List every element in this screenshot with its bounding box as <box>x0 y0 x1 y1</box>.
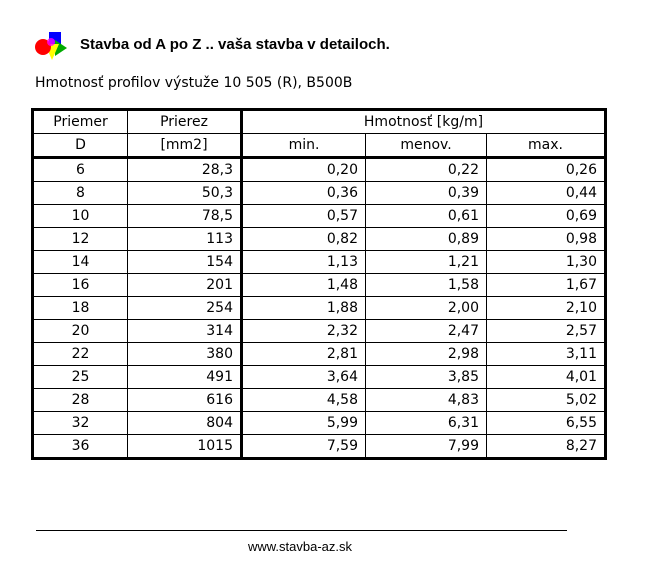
cell-weight-nominal: 4,83 <box>366 389 487 412</box>
cell-cross-section: 78,5 <box>128 205 242 228</box>
header-hmotnost: Hmotnosť [kg/m] <box>242 110 606 134</box>
table-row <box>33 389 606 412</box>
cell-weight-max: 6,55 <box>487 412 606 435</box>
cell-weight-nominal: 6,31 <box>366 412 487 435</box>
cell-weight-nominal: 7,99 <box>366 435 487 459</box>
cell-weight-min: 1,48 <box>242 274 366 297</box>
cell-weight-nominal: 1,21 <box>366 251 487 274</box>
table-row <box>33 205 606 228</box>
cell-cross-section: 616 <box>128 389 242 412</box>
cell-weight-max: 2,57 <box>487 320 606 343</box>
table-row <box>33 158 606 182</box>
cell-weight-min: 0,36 <box>242 182 366 205</box>
cell-diameter: 10 <box>33 205 128 228</box>
footer-url: www.stavba-az.sk <box>247 539 353 554</box>
cell-weight-min: 5,99 <box>242 412 366 435</box>
cell-weight-nominal: 2,47 <box>366 320 487 343</box>
cell-weight-min: 1,88 <box>242 297 366 320</box>
cell-weight-max: 8,27 <box>487 435 606 459</box>
cell-weight-min: 4,58 <box>242 389 366 412</box>
table-row <box>33 366 606 389</box>
header-d: D <box>33 134 128 158</box>
table-row <box>33 251 606 274</box>
table-body <box>33 158 606 459</box>
cell-diameter: 32 <box>33 412 128 435</box>
cell-weight-nominal: 0,89 <box>366 228 487 251</box>
cell-cross-section: 491 <box>128 366 242 389</box>
cell-weight-min: 3,64 <box>242 366 366 389</box>
cell-weight-max: 1,67 <box>487 274 606 297</box>
table-row <box>33 297 606 320</box>
cell-weight-nominal: 2,98 <box>366 343 487 366</box>
cell-diameter: 22 <box>33 343 128 366</box>
cell-cross-section: 380 <box>128 343 242 366</box>
cell-weight-min: 0,82 <box>242 228 366 251</box>
cell-weight-max: 3,11 <box>487 343 606 366</box>
cell-diameter: 20 <box>33 320 128 343</box>
cell-weight-max: 0,98 <box>487 228 606 251</box>
cell-cross-section: 50,3 <box>128 182 242 205</box>
cell-weight-nominal: 0,39 <box>366 182 487 205</box>
cell-weight-max: 4,01 <box>487 366 606 389</box>
cell-weight-nominal: 1,58 <box>366 274 487 297</box>
cell-weight-max: 0,44 <box>487 182 606 205</box>
header-menov: menov. <box>366 134 487 158</box>
cell-weight-max: 2,10 <box>487 297 606 320</box>
site-title: Stavba od A po Z .. vaša stavba v detailoch. <box>80 36 390 53</box>
cell-cross-section: 154 <box>128 251 242 274</box>
header-mm2: [mm2] <box>128 134 242 158</box>
cell-weight-max: 0,26 <box>487 158 606 182</box>
cell-diameter: 6 <box>33 158 128 182</box>
cell-weight-max: 0,69 <box>487 205 606 228</box>
cell-weight-min: 2,32 <box>242 320 366 343</box>
cell-weight-min: 7,59 <box>242 435 366 459</box>
cell-weight-nominal: 2,00 <box>366 297 487 320</box>
cell-cross-section: 254 <box>128 297 242 320</box>
cell-cross-section: 804 <box>128 412 242 435</box>
table-row <box>33 182 606 205</box>
document-subtitle: Hmotnosť profilov výstuže 10 505 (R), B500B <box>35 75 353 91</box>
footer-divider <box>36 530 567 531</box>
cell-cross-section: 113 <box>128 228 242 251</box>
cell-weight-min: 0,57 <box>242 205 366 228</box>
header-priemer: Priemer <box>33 110 128 134</box>
table-row <box>33 412 606 435</box>
table-row <box>33 274 606 297</box>
cell-cross-section: 201 <box>128 274 242 297</box>
cell-diameter: 12 <box>33 228 128 251</box>
site-logo-icon <box>33 30 73 64</box>
cell-diameter: 25 <box>33 366 128 389</box>
cell-diameter: 36 <box>33 435 128 459</box>
cell-weight-nominal: 0,61 <box>366 205 487 228</box>
cell-weight-nominal: 0,22 <box>366 158 487 182</box>
cell-weight-max: 5,02 <box>487 389 606 412</box>
table-row <box>33 435 606 459</box>
header-min: min. <box>242 134 366 158</box>
cell-diameter: 14 <box>33 251 128 274</box>
cell-diameter: 8 <box>33 182 128 205</box>
cell-weight-max: 1,30 <box>487 251 606 274</box>
cell-weight-min: 0,20 <box>242 158 366 182</box>
cell-diameter: 16 <box>33 274 128 297</box>
header-prierez: Prierez <box>128 110 242 134</box>
cell-diameter: 18 <box>33 297 128 320</box>
table-row <box>33 228 606 251</box>
cell-cross-section: 1015 <box>128 435 242 459</box>
cell-weight-min: 1,13 <box>242 251 366 274</box>
cell-cross-section: 28,3 <box>128 158 242 182</box>
header-max: max. <box>487 134 606 158</box>
cell-cross-section: 314 <box>128 320 242 343</box>
cell-diameter: 28 <box>33 389 128 412</box>
cell-weight-min: 2,81 <box>242 343 366 366</box>
cell-weight-nominal: 3,85 <box>366 366 487 389</box>
table-row <box>33 343 606 366</box>
table-row <box>33 320 606 343</box>
rebar-weight-table <box>31 108 607 460</box>
